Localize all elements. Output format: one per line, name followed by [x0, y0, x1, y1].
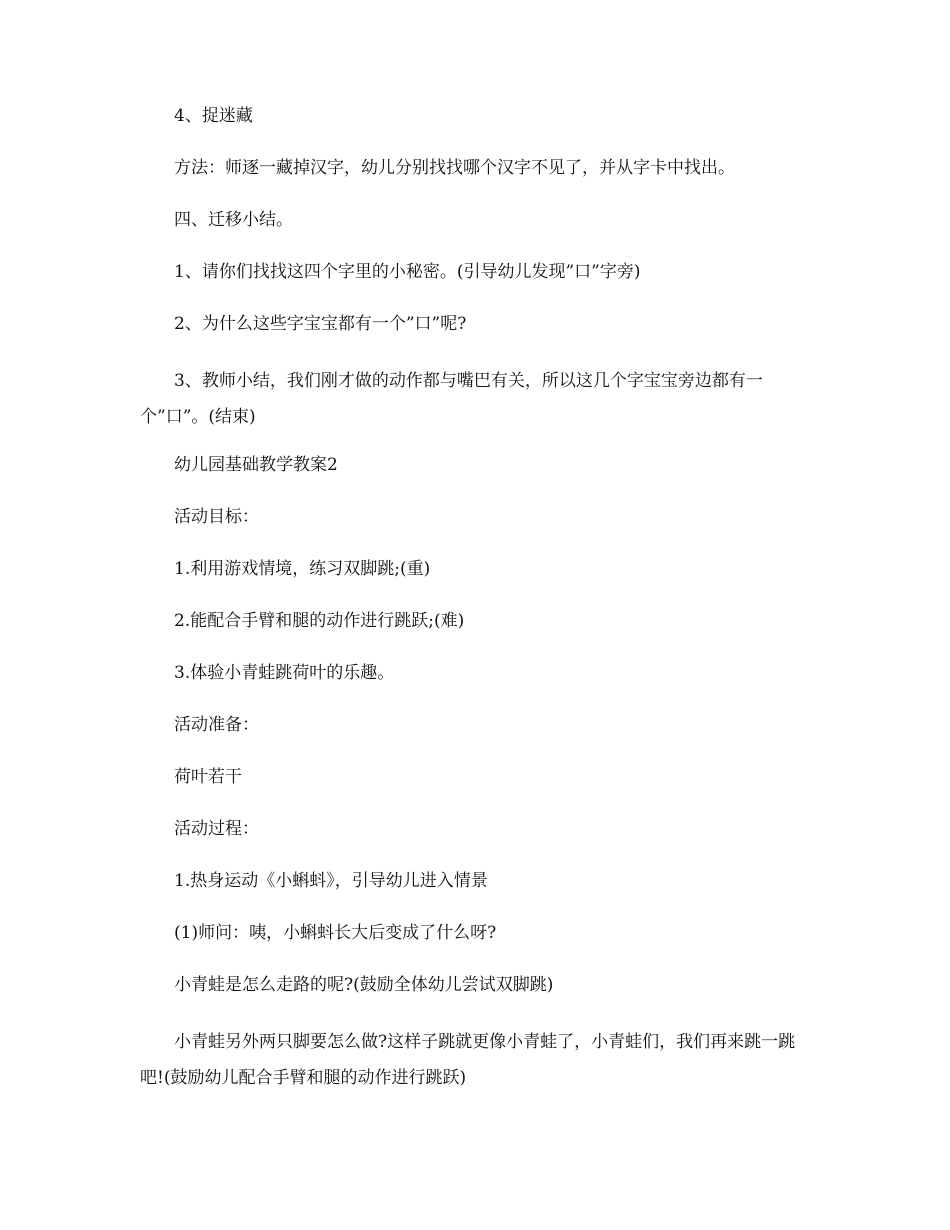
- paragraph-goal-2: 2.能配合手臂和腿的动作进行跳跃;(难): [174, 611, 465, 631]
- paragraph-materials: 荷叶若干: [174, 767, 242, 787]
- paragraph-method: 方法：师逐一藏掉汉字，幼儿分别找找哪个汉字不见了，并从字卡中找出。: [174, 158, 735, 178]
- paragraph-lesson-plan-title: 幼儿园基础教学教案2: [174, 455, 338, 475]
- document-body: [140, 103, 805, 1113]
- paragraph-step-1: 1、请你们找找这四个字里的小秘密。(引导幼儿发现”口”字旁): [174, 262, 641, 282]
- paragraph-goal-1: 1.利用游戏情境，练习双脚跳;(重): [174, 559, 431, 579]
- paragraph-question-1: (1)师问：咦，小蝌蚪长大后变成了什么呀?: [174, 923, 497, 943]
- paragraph-process-1: 1.热身运动《小蝌蚪》，引导幼儿进入情景: [174, 871, 488, 891]
- paragraph-process: 活动过程：: [174, 819, 259, 839]
- paragraph-section-four: 四、迁移小结。: [174, 210, 293, 230]
- paragraph-question-3: 小青蛙另外两只脚要怎么做?这样子跳就更像小青蛙了，小青蛙们，我们再来跳一跳吧!(鼓励幼儿配合手臂和腿的动作进行跳跃): [140, 1032, 796, 1088]
- paragraph-hide-and-seek-heading: 4、捉迷藏: [174, 106, 253, 126]
- paragraph-goal-3: 3.体验小青蛙跳荷叶的乐趣。: [174, 663, 395, 683]
- paragraph-step-3: 3、教师小结，我们刚才做的动作都与嘴巴有关，所以这几个字宝宝旁边都有一个”口”。(结束): [140, 371, 763, 427]
- paragraph-preparation: 活动准备：: [174, 715, 259, 735]
- paragraph-activity-goals: 活动目标：: [174, 507, 259, 527]
- paragraph-question-2: 小青蛙是怎么走路的呢?(鼓励全体幼儿尝试双脚跳): [174, 975, 554, 995]
- paragraph-step-2: 2、为什么这些字宝宝都有一个”口”呢?: [174, 314, 467, 334]
